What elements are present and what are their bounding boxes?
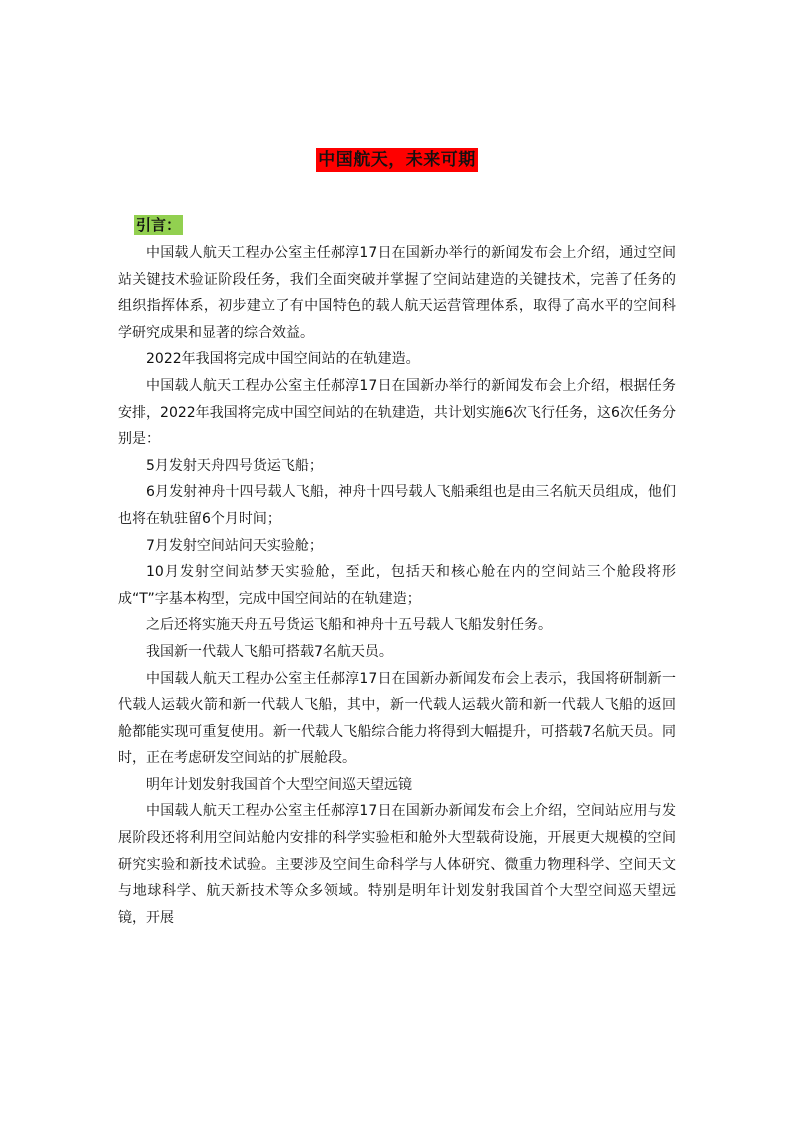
document-body xyxy=(118,240,676,931)
paragraph: 中国载人航天工程办公室主任郝淳17日在国新办举行的新闻发布会上介绍，根据任务安排，2022年我国将完成中国空间站的在轨建造，共计划实施6次飞行任务，这6次任务分别是： xyxy=(118,377,676,448)
title-container xyxy=(0,148,794,172)
paragraph: 5月发射天舟四号货运飞船； xyxy=(146,457,323,474)
paragraph: 中国载人航天工程办公室主任郝淳17日在国新办举行的新闻发布会上介绍，通过空间站关键技术验证阶段任务，我们全面突破并掌握了空间站建造的关键技术，完善了任务的组织指挥体系，初步建立了有中国特色的载人航天运营管理体系，取得了高水平的空间科学研究成果和显著的综合效益。 xyxy=(118,245,676,341)
document-title: 中国航天，未来可期 xyxy=(318,150,476,170)
paragraph: 明年计划发射我国首个大型空间巡天望远镜 xyxy=(146,776,412,793)
paragraph: 10月发射空间站梦天实验舱，至此，包括天和核心舱在内的空间站三个舱段将形成“T”字基本构型，完成中国空间站的在轨建造； xyxy=(118,564,676,607)
paragraph: 中国载人航天工程办公室主任郝淳17日在国新办新闻发布会上介绍，空间站应用与发展阶段还将利用空间站舱内安排的科学实验柜和舱外大型载荷设施，开展更大规模的空间研究实验和新技术试验。主要涉及空间生命科学与人体研究、微重力物理科学、空间天文与地球科学、航天新技术等众多领域。特别是明年计划发射我国首个大型空间巡天望远镜，开展 xyxy=(118,803,676,926)
paragraph: 中国载人航天工程办公室主任郝淳17日在国新办新闻发布会上表示，我国将研制新一代载人运载火箭和新一代载人飞船，其中，新一代载人运载火箭和新一代载人飞船的返回舱都能实现可重复使用。新一代载人飞船综合能力将得到大幅提升，可搭载7名航天员。同时，正在考虑研发空间站的扩展舱段。 xyxy=(118,670,676,767)
paragraph: 2022年我国将完成中国空间站的在轨建造。 xyxy=(146,351,420,368)
intro-label: 引言： xyxy=(136,216,182,234)
paragraph: 之后还将实施天舟五号货运飞船和神舟十五号载人飞船发射任务。 xyxy=(146,617,552,634)
paragraph: 6月发射神舟十四号载人飞船，神舟十四号载人飞船乘组也是由三名航天员组成，他们也将在轨驻留6个月时间； xyxy=(118,484,676,527)
paragraph: 我国新一代载人飞船可搭载7名航天员。 xyxy=(146,643,393,660)
paragraph: 7月发射空间站问天实验舱； xyxy=(146,537,323,554)
